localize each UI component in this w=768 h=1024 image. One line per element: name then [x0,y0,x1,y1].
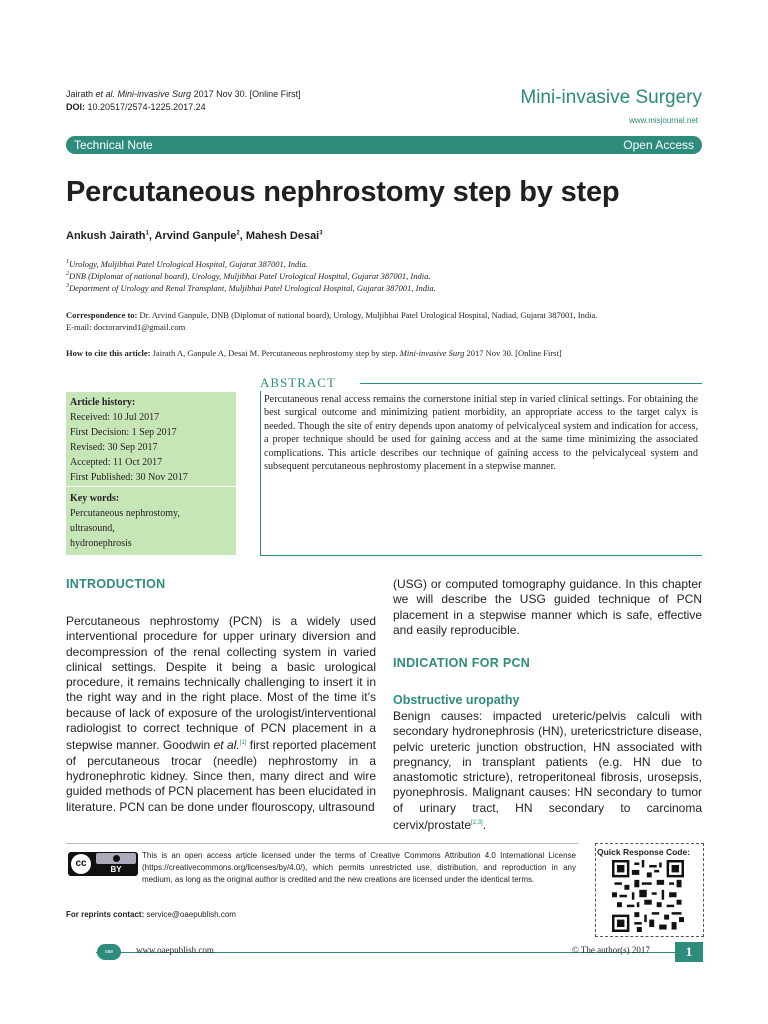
qr-code-icon[interactable] [612,860,684,932]
publisher-logo-text: oae [104,949,114,955]
keyword-2: ultrasound, [70,523,115,534]
indication-end: . [482,818,487,833]
author-list [66,230,323,242]
cite-date: 2017 Nov 30. [Online First] [191,89,301,99]
by-label: BY [110,865,122,874]
license-divider [66,843,578,844]
article-title: Percutaneous nephrostomy step by step [66,176,620,208]
cite-author: Jairath [66,89,96,99]
article-type: Technical Note [74,138,153,152]
affil-text: DNB (Diplomat of national board), Urology, Muljibhai Patel Urological Hospital, Gujarat 387001, India. [69,270,431,281]
doi-line [66,101,206,113]
article-history-box [66,392,236,555]
obstructive-uropathy-heading: Obstructive uropathy [393,693,520,707]
intro-text-cont: first reported placement of percutaneous trocar (needle) nephrostomy in a hydronephrotic kidney. Since then, many direct and wire guided methods of PCN placement has been elucidated in literature. PCN can be done under flouroscopy, ultrasound [66,738,376,814]
intro-text: Percutaneous nephrostomy (PCN) is a widely used interventional procedure for upper urinary diversion and decompression of the renal collecting system in varied clinical settings. Despite it being a basic urological procedure, it remains technically challenging to insert it in the right way and in the right place. Most of the time it’s because of lack of exposure of the urologist/interventional radiologist to correct technique of PCN placement in a stepwise manner. Goodwin [66,614,376,753]
correspondence-text: Dr. Arvind Ganpule, DNB (Diplomat of national board), Urology, Muljibhai Patel Urological Hospital, Nadiad, Gujarat 387001, India. [137,310,598,320]
affil-sup: 3 [66,283,69,289]
history-first-decision: First Decision: 1 Sep 2017 [70,427,177,438]
keyword-1: Percutaneous nephrostomy, [70,508,180,519]
how-to-cite-label: How to cite this article: [66,348,151,358]
footer-url[interactable]: www.oaepublish.com [136,945,214,955]
affiliation-1 [66,257,308,270]
author-3: , Mahesh Desai [239,230,320,242]
qr-label: Quick Response Code: [597,847,691,857]
indication-text: Benign causes: impacted ureteric/pelvis calculi with secondary hydronephrosis (HN), uretericstricture disease, pelvic ureteric junction obstruction, HN associated with pregnancy, in transplant patients (e.g. HN due to anastomotic stricture), retroperitoneal fibrosis, urosepsis, pyonephrosis. Malignant causes: HN secondary to tumor of urinary tract, HN secondary to carcinoma cervix/prostate [393,709,702,833]
author-3-affil: 3 [319,230,323,237]
correspondence [66,309,706,333]
history-accepted: Accepted: 11 Oct 2017 [70,457,163,468]
access-badge: Open Access [623,138,694,152]
keyword-3: hydronephrosis [70,538,132,549]
introduction-continued: (USG) or computed tomography guidance. In this chapter we will describe the USG guided technique of PCN placement in a stepwise manner which is safe, effective and easily reproducible. [393,577,702,637]
history-received: Received: 10 Jul 2017 [70,412,160,423]
doi-value[interactable]: 10.20517/2574-1225.2017.24 [85,102,206,112]
citation-line [66,88,301,100]
intro-etal: et al. [213,738,240,753]
footer-copyright: © The author(s) 2017 [572,945,650,955]
abstract-text: Percutaneous renal access remains the cornerstone initial step in varied clinical settings. For obtaining the best surgical outcome and minimizing patient morbidity, an appropriate access to the target calyx is needed. Though the site of entry depends upon anatomy of pelvicalyceal system and indication for access, a proper technique should be used for gaining access and at the same time minimizing the associated complications. This article describes our technique of gaining access to the pelvicalyceal system and subsequent percutaneous nephrostomy placement in a stepwise manner. [264,394,698,473]
author-2-affil: 2 [236,230,240,237]
affil-text: Department of Urology and Renal Transplant, Muljibhai Patel Urological Hospital, Gujarat 387001, India. [69,282,436,293]
author-1-affil: 1 [145,230,149,237]
cc-circle-icon: cc [71,854,91,874]
reprints-contact [66,910,236,919]
page-number: 1 [685,944,693,959]
how-to-cite-date: 2017 Nov 30. [Online First] [464,348,562,358]
affiliation-3 [66,281,436,294]
cite-journal: Mini-invasive Surg [115,89,192,99]
introduction-heading: INTRODUCTION [66,577,166,591]
abstract-heading: ABSTRACT [260,375,336,390]
abstract-rule-bottom [260,555,702,556]
history-revised: Revised: 30 Sep 2017 [70,442,158,453]
correspondence-label: Correspondence to: [66,310,138,320]
author-1: Ankush Jairath [66,230,146,242]
indication-paragraph [393,709,702,833]
how-to-cite-text: Jairath A, Ganpule A, Desai M. Percutaneous nephrostomy step by step. [150,348,398,358]
cite-etal: et al. [95,89,116,99]
affil-text: Urology, Muljibhai Patel Urological Hospital, Gujarat 387001, India. [69,258,309,269]
reprints-email[interactable]: service@oaepublish.com [144,910,236,919]
how-to-cite-journal: Mini-invasive Surg [397,348,465,358]
publisher-logo-icon [97,944,121,960]
doi-label: DOI: [66,102,85,112]
reprints-label: For reprints contact: [66,910,145,919]
abstract-rule-top [360,383,702,384]
reference-link[interactable]: [2,3] [471,820,483,827]
license-badge-spacer [66,850,142,876]
correspondence-email[interactable]: E-mail: doctorarvind1@gmail.com [66,322,186,332]
keywords-divider [66,486,236,487]
journal-url[interactable]: www.misjournal.net [629,116,698,125]
affil-sup: 1 [66,259,69,265]
reference-link[interactable]: [1] [239,740,247,747]
history-published: First Published: 30 Nov 2017 [70,472,188,483]
how-to-cite [66,347,706,359]
journal-name: Mini-invasive Surgery [520,87,702,108]
license-body: This is an open access article licensed under the terms of Creative Commons Attribution 4.0 International License (https://creativecommons.org/licenses/by/4.0/), which permits unrestricted use, distribution, and reproduction in any medium, as long as the original author is credited and the new creations are licensed under the identical terms. [142,851,576,884]
affil-sup: 2 [66,271,69,277]
introduction-paragraph [66,614,376,815]
license-text [66,850,576,886]
affiliation-2 [66,269,430,282]
keywords-heading: Key words: [70,493,120,504]
history-heading: Article history: [70,397,136,408]
abstract-rule-side [260,391,261,555]
indication-heading: INDICATION FOR PCN [393,656,531,670]
author-2: , Arvind Ganpule [148,230,237,242]
